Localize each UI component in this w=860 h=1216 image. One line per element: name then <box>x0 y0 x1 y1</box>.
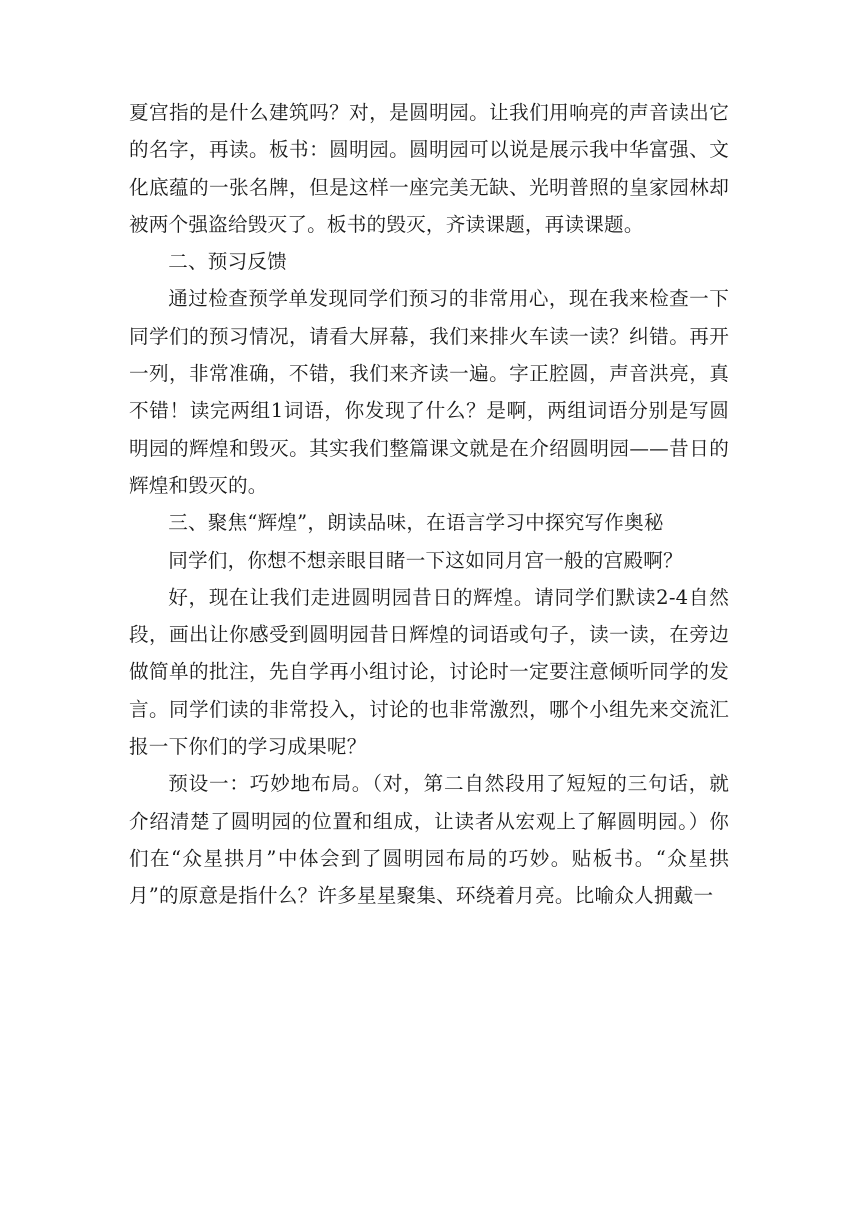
paragraph-preview-check: 通过检查预学单发现同学们预习的非常用心，现在我来检查一下同学们的预习情况，请看大屏幕，我们来排火车读一读？纠错。再开一列，非常准确，不错，我们来齐读一遍。字正腔圆，声音洪亮，真不错！读完两组1词语，你发现了什么？是啊，两组词语分别是写圆明园的辉煌和毁灭。其实我们整篇课文就是在介绍圆明园——昔日的辉煌和毁灭的。 <box>129 287 729 497</box>
paragraph-continued: 夏宫指的是什么建筑吗？对，是圆明园。让我们用响亮的声音读出它的名字，再读。板书：圆明园。圆明园可以说是展示我中华富强、文化底蕴的一张名牌，但是这样一座完美无缺、光明普照的皇家园林却被两个强盗给毁灭了。板书的毁灭，齐读课题，再读课题。 <box>129 101 729 236</box>
paragraph-preset-one: 预设一：巧妙地布局。（对，第二自然段用了短短的三句话，就介绍清楚了圆明园的位置和组成，让读者从宏观上了解圆明园。）你们在“众星拱月”中体会到了圆明园布局的巧妙。贴板书。“众星拱月”的原意是指什么？许多星星聚集、环绕着月亮。比喻众人拥戴一 <box>129 772 729 908</box>
section-heading-preview-feedback: 二、预习反馈 <box>168 250 287 274</box>
paragraph-question: 同学们，你想不想亲眼目睹一下这如同月宫一般的宫殿啊？ <box>168 548 683 572</box>
paragraph-silent-reading: 好，现在让我们走进圆明园昔日的辉煌。请同学们默读2-4自然段，画出让你感受到圆明园昔日辉煌的词语或句子，读一读，在旁边做简单的批注，先自学再小组讨论，讨论时一定要注意倾听同学的发言。同学们读的非常投入，讨论的也非常激烈，哪个小组先来交流汇报一下你们的学习成果呢？ <box>129 585 729 759</box>
document-body <box>129 94 729 915</box>
section-heading-focus-glory: 三、聚焦“辉煌”，朗读品味，在语言学习中探究写作奥秘 <box>168 511 664 535</box>
